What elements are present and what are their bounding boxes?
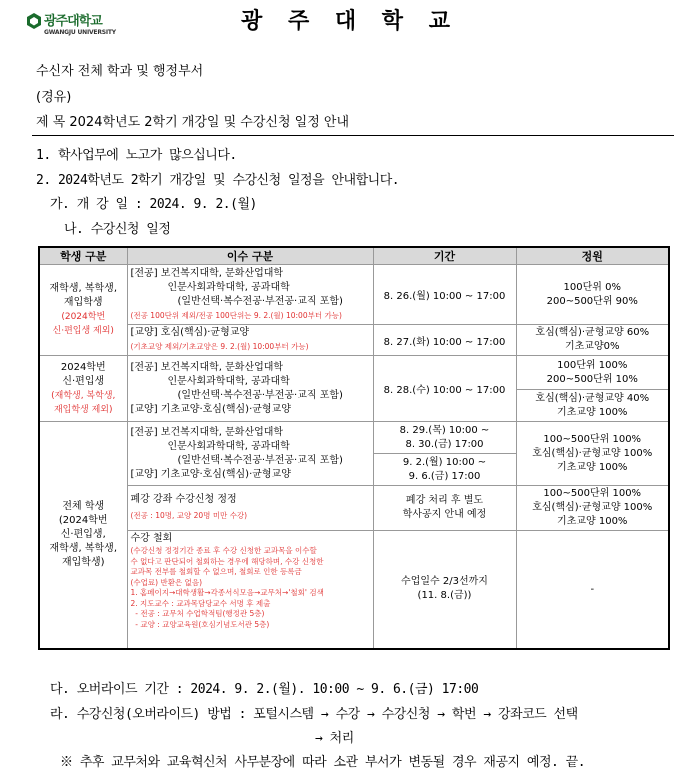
document-title: 광 주 대 학 교 xyxy=(241,9,459,34)
header-divider xyxy=(32,135,674,136)
header-period: 기간 xyxy=(373,247,516,265)
notice-line: ※ 추후 교무처와 교육혁신처 사무분장에 따라 소관 부서가 변동될 경우 재공지 예정. 끝. xyxy=(60,755,586,770)
quota-cell: - xyxy=(516,531,669,649)
override-period-line: 다. 오버라이드 기간 : 2024. 9. 2.(월). 10:00 ~ 9. 6.(금) 17:00 xyxy=(50,682,479,697)
student-group-1: 재학생, 복학생, 재입학생 (2024학번 신·편입생 제외) xyxy=(39,265,127,356)
course-type-cell: [전공] 보건복지대학, 문화산업대학 인문사회과학대학, 공과대학 (일반선택·복수전공·부전공·교직 포함) [교양] 기초교양·호심(핵심)·균형교양 xyxy=(127,356,373,422)
quota-cell: 100단위 100% 200~500단위 10% xyxy=(516,356,669,390)
period-cell: 수업일수 2/3선까지 (11. 8.(금)) xyxy=(373,531,516,649)
registration-schedule-table xyxy=(38,246,670,650)
course-type-cell: [전공] 보건복지대학, 문화산업대학 인문사회과학대학, 공과대학 (일반선택·복수전공·부전공·교직 포함) [교양] 기초교양·호심(핵심)·균형교양 xyxy=(127,422,373,486)
table-row xyxy=(39,486,669,531)
quota-cell: 100~500단위 100% 호심(핵심)·균형교양 100% 기초교양 100% xyxy=(516,486,669,531)
subject: 제 목 2024학년도 2학기 개강일 및 수강신청 일정 안내 xyxy=(36,115,350,130)
via: (경유) xyxy=(36,90,72,105)
logo-subtitle: GWANGJU UNIVERSITY xyxy=(44,29,116,36)
table-row xyxy=(39,265,669,325)
period-cell: 8. 26.(월) 10:00 ~ 17:00 xyxy=(373,265,516,325)
table-row xyxy=(39,422,669,454)
period-cell: 폐강 처리 후 별도 학사공지 안내 예정 xyxy=(373,486,516,531)
table-row xyxy=(39,356,669,390)
quota-cell: 호심(핵심)·균형교양 40% 기초교양 100% xyxy=(516,390,669,422)
override-method-line-cont: → 처리 xyxy=(315,731,354,746)
recipient: 수신자 전체 학과 및 행정부서 xyxy=(36,64,204,79)
course-type-cell: [전공] 보건복지대학, 문화산업대학 인문사회과학대학, 공과대학 (일반선택·복수전공·부전공·교직 포함) (전공 100단위 제외/전공 100단위는 9. 2.(월) 10:00부터 가능) xyxy=(127,265,373,325)
student-group-2: 2024학번 신·편입생 (재학생, 복학생, 재입학생 제외) xyxy=(39,356,127,422)
table-row xyxy=(39,325,669,356)
body-line-1: 1. 학사업무에 노고가 많으십니다. xyxy=(36,148,237,163)
table-header-row xyxy=(39,247,669,265)
body-line-2: 2. 2024학년도 2학기 개강일 및 수강신청 일정을 안내합니다. xyxy=(36,173,400,188)
start-date-line: 가. 개 강 일 : 2024. 9. 2.(월) xyxy=(50,197,257,212)
table-row xyxy=(39,531,669,649)
student-group-3: 전체 학생 (2024학번 신·편입생, 재학생, 복학생, 재입학생) xyxy=(39,422,127,649)
logo-name: 광주대학교 xyxy=(44,14,102,29)
header-course-type: 이수 구분 xyxy=(127,247,373,265)
quota-cell: 100~500단위 100% 호심(핵심)·균형교양 100% 기초교양 100% xyxy=(516,422,669,486)
override-method-line: 라. 수강신청(오버라이드) 방법 : 포털시스템 → 수강 → 수강신청 → 학번 → 강좌코드 선택 xyxy=(50,707,578,722)
period-cell: 9. 2.(월) 10:00 ~ 9. 6.(금) 17:00 xyxy=(373,454,516,486)
schedule-heading: 나. 수강신청 일정 xyxy=(64,222,171,237)
period-cell: 8. 28.(수) 10:00 ~ 17:00 xyxy=(373,356,516,422)
quota-cell: 100단위 0% 200~500단위 90% xyxy=(516,265,669,325)
period-cell: 8. 27.(화) 10:00 ~ 17:00 xyxy=(373,325,516,356)
header-student-type: 학생 구분 xyxy=(39,247,127,265)
course-type-cell: 폐강 강좌 수강신청 정정 (전공 : 10명, 교양 20명 미만 수강) xyxy=(127,486,373,531)
course-type-cell: [교양] 호심(핵심)·균형교양 (기초교양 제외/기초교양은 9. 2.(월) 10:00부터 가능) xyxy=(127,325,373,356)
course-type-cell: 수강 철회 (수강신청 정정기간 종료 후 수강 신청한 교과목을 이수할 수 없다고 판단되어 철회하는 경우에 해당하며, 수강 신청한 교과목 전부를 철회할 수 없으며, 철회로 인한 등록금 (수업료) 반환은 없음) 1. 홈페이지→대학생활→각종서식모음→교무처→'철회' 검색 2. 지도교수 : 교과목담당교수 서명 후 제출 - 전공 : 교무처 수업학적팀(행정관 5층) - 교양 : 교양교육원(호심기념도서관 5층) xyxy=(127,531,373,649)
period-cell: 8. 29.(목) 10:00 ~ 8. 30.(금) 17:00 xyxy=(373,422,516,454)
quota-cell: 호심(핵심)·균형교양 60% 기초교양0% xyxy=(516,325,669,356)
header-quota: 정원 xyxy=(516,247,669,265)
